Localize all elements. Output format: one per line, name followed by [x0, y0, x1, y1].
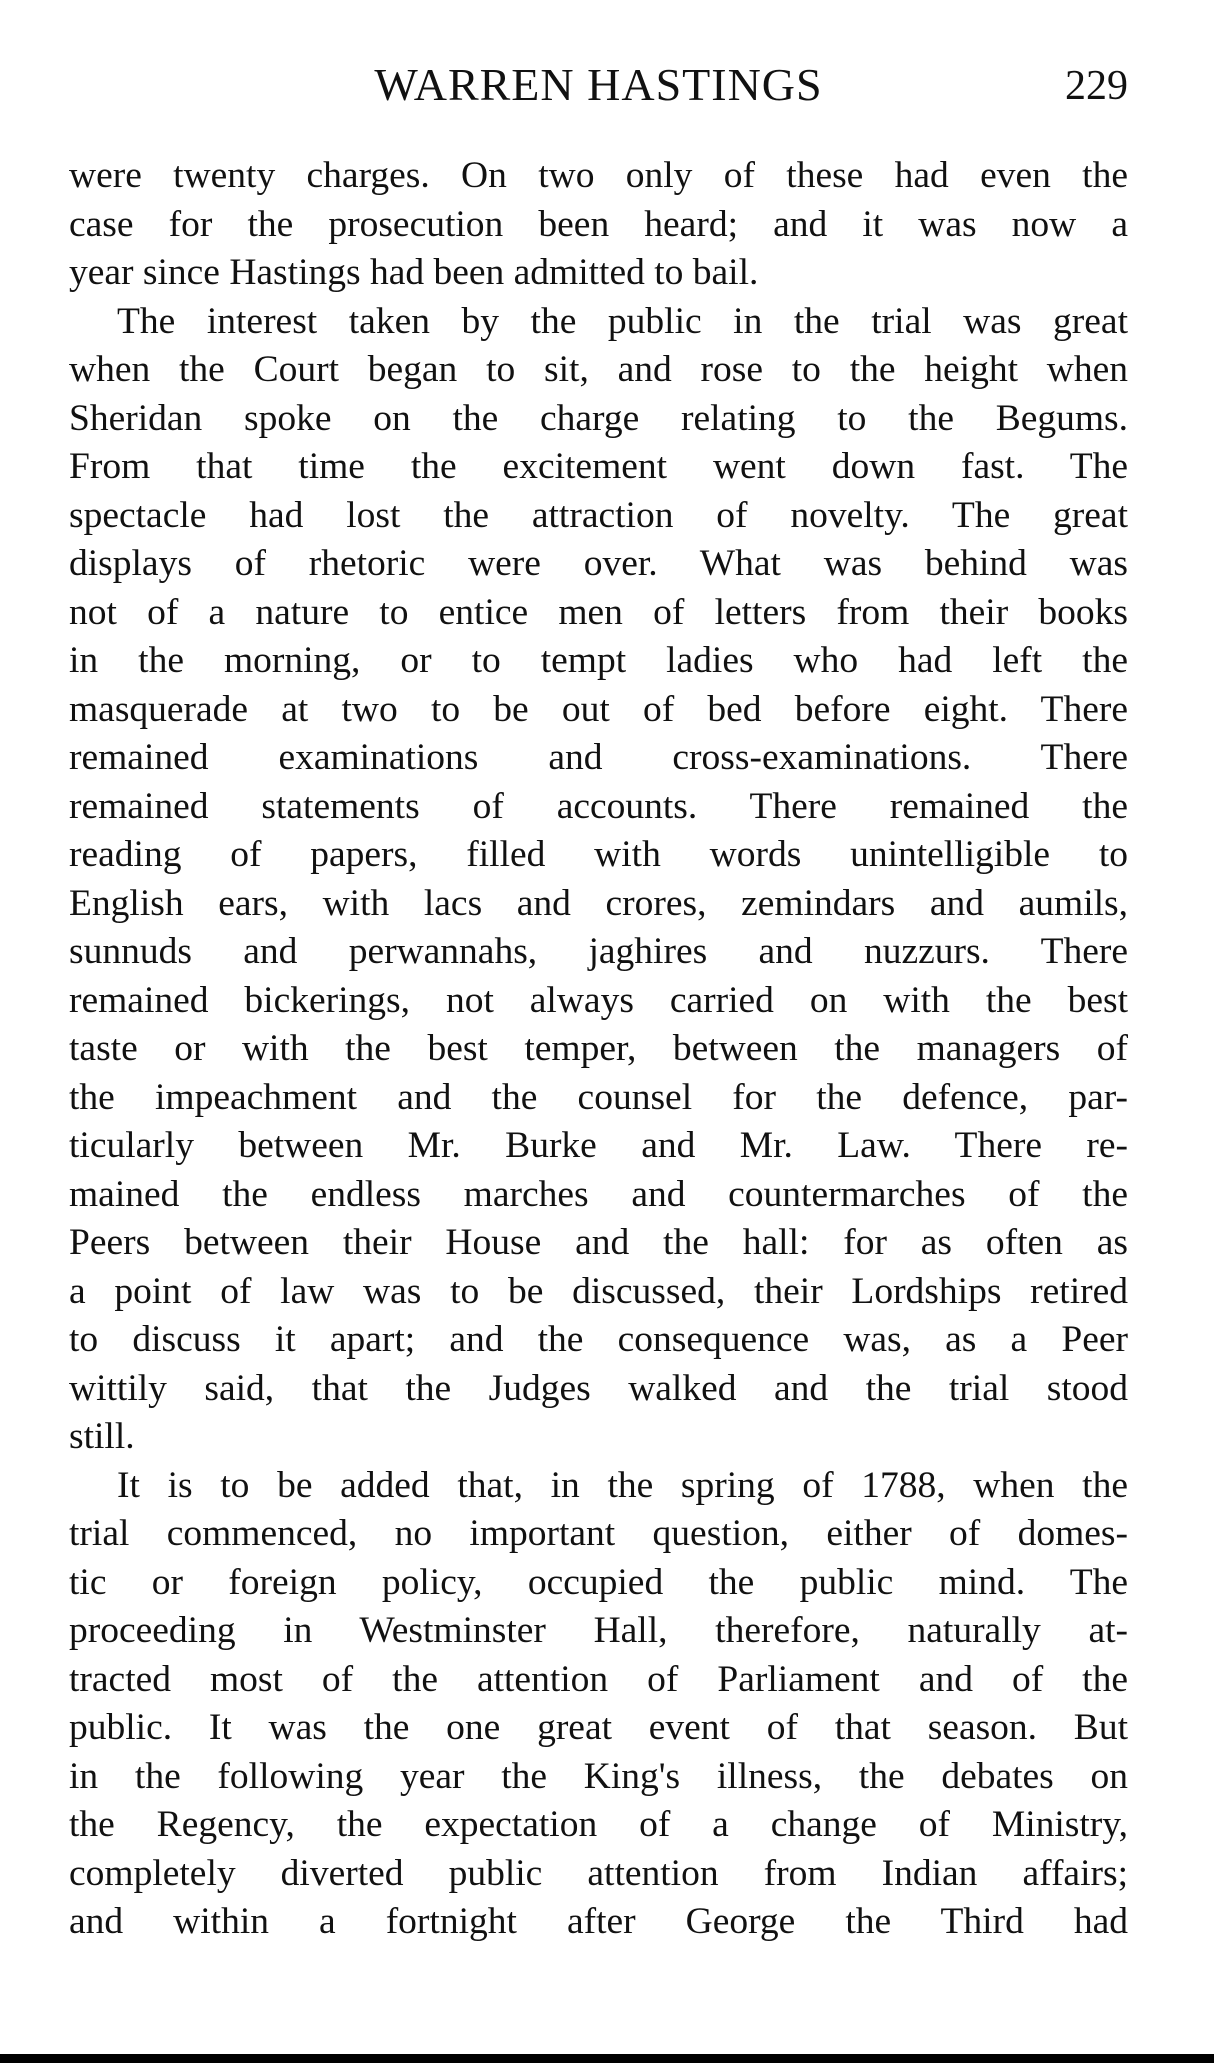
text-line: were twenty charges. On two only of these had even the [69, 155, 1128, 196]
text-line: tic or foreign policy, occupied the public mind. The [69, 1561, 1128, 1603]
text-line: English ears, with lacs and crores, zemindars and aumils, [69, 882, 1128, 924]
page-number: 229 [1065, 63, 1128, 109]
text-line: case for the prosecution been heard; and it was now a [69, 203, 1128, 245]
text-line: and within a fortnight after George the Third had [69, 1901, 1128, 1942]
text-line: not of a nature to entice men of letters from their books [69, 591, 1128, 633]
text-line: mained the endless marches and countermarches of the [69, 1173, 1128, 1215]
text-line: remained statements of accounts. There remained the [69, 785, 1128, 827]
text-line: taste or with the best temper, between the managers of [69, 1028, 1128, 1069]
text-line: in the following year the King's illness, the debates on [69, 1755, 1128, 1797]
page-header [69, 58, 1128, 118]
page-body-text [69, 152, 1128, 1947]
text-line: year since Hastings had been admitted to bail. [69, 252, 759, 293]
text-line: From that time the excitement went down fast. The [69, 446, 1128, 487]
text-line: ticularly between Mr. Burke and Mr. Law. There re- [69, 1125, 1128, 1166]
text-line: Sheridan spoke on the charge relating to the Begums. [69, 397, 1128, 439]
text-line: reading of papers, filled with words unintelligible to [69, 834, 1128, 875]
text-line: displays of rhetoric were over. What was behind was [69, 543, 1128, 584]
text-line: in the morning, or to tempt ladies who had left the [69, 640, 1128, 681]
text-line: when the Court began to sit, and rose to the height when [69, 349, 1128, 390]
text-line: still. [69, 1416, 135, 1457]
paragraph [69, 152, 1128, 298]
text-line: remained examinations and cross-examinations. There [69, 737, 1128, 778]
text-line: public. It was the one great event of that season. But [69, 1707, 1128, 1748]
text-line: the impeachment and the counsel for the defence, par- [69, 1076, 1128, 1118]
text-line: completely diverted public attention from Indian affairs; [69, 1852, 1128, 1894]
paragraph [69, 1462, 1128, 1947]
text-line: remained bickerings, not always carried on with the best [69, 979, 1128, 1021]
text-line: Peers between their House and the hall: for as often as [69, 1222, 1128, 1263]
paragraph [69, 298, 1128, 1462]
bottom-rule [0, 2054, 1214, 2063]
text-line: wittily said, that the Judges walked and the trial stood [69, 1367, 1128, 1409]
text-line: tracted most of the attention of Parliament and of the [69, 1658, 1128, 1700]
text-line: proceeding in Westminster Hall, therefore, naturally at- [69, 1610, 1128, 1651]
text-line: The interest taken by the public in the trial was great [117, 300, 1128, 342]
text-line: to discuss it apart; and the consequence was, as a Peer [69, 1319, 1128, 1360]
text-line: masquerade at two to be out of bed before eight. There [69, 688, 1128, 730]
text-line: sunnuds and perwannahs, jaghires and nuzzurs. There [69, 931, 1128, 972]
text-line: spectacle had lost the attraction of novelty. The great [69, 494, 1128, 536]
running-title: WARREN HASTINGS [374, 59, 823, 110]
text-line: trial commenced, no important question, either of domes- [69, 1513, 1128, 1554]
text-line: the Regency, the expectation of a change of Ministry, [69, 1804, 1128, 1845]
text-line: It is to be added that, in the spring of 1788, when the [117, 1464, 1128, 1506]
text-line: a point of law was to be discussed, their Lordships retired [69, 1270, 1128, 1312]
